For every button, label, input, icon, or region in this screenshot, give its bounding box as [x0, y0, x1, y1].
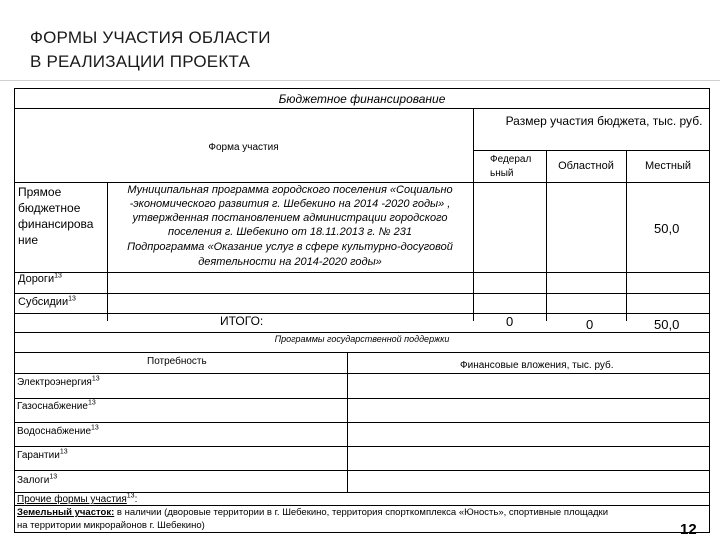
support-row4-top-line — [14, 446, 710, 447]
support-row-pledges: Залоги$^{13}$ — [17, 473, 58, 486]
other-forms-footnote: 13 — [126, 492, 135, 500]
regional-col-divider — [626, 150, 627, 321]
support-header-top-line — [14, 352, 710, 353]
land-plot-line2: на территории микрорайонов г. Шебекино) — [17, 520, 205, 531]
row-total-top-line — [14, 313, 710, 314]
support-row-pledges-footnote: 13 — [49, 473, 58, 481]
support-row5-top-line — [14, 470, 710, 471]
header-form: Форма участия — [208, 142, 279, 153]
support-row-electricity-footnote: 13 — [91, 375, 100, 383]
row-roads-label: Дороги$^{13}$ — [18, 272, 62, 285]
row-subsidies-footnote: 13 — [68, 295, 76, 303]
row-roads-top-line — [14, 272, 710, 273]
other-forms-label: Прочие формы участия$^{13}$: — [17, 492, 138, 505]
support-row-water: Водоснабжение$^{13}$ — [17, 424, 99, 437]
federal-col-divider — [546, 150, 547, 321]
support-row-gas: Газоснабжение$^{13}$ — [17, 399, 96, 412]
support-row-gas-footnote: 13 — [87, 399, 96, 407]
slide-title — [30, 26, 271, 74]
support-row3-top-line — [14, 422, 710, 423]
header-size: Размер участия бюджета, тыс. руб. — [505, 114, 703, 128]
header-bottom-line — [14, 182, 710, 183]
slide-title-line2: В РЕАЛИЗАЦИИ ПРОЕКТА — [30, 52, 250, 71]
total-regional: 0 — [586, 317, 594, 332]
program-line-6: деятельности на 2014-2020 годы» — [198, 256, 382, 268]
support-caption: Программы государственной поддержки — [274, 334, 450, 344]
caption-row-line — [14, 108, 710, 109]
col-regional: Областной — [558, 160, 614, 172]
page-number: 12 — [680, 521, 697, 538]
col-local: Местный — [644, 160, 692, 172]
support-row2-top-line — [14, 398, 710, 399]
form-frame — [14, 88, 710, 533]
size-col-divider — [473, 108, 474, 321]
support-row-water-footnote: 13 — [91, 424, 99, 432]
program-line-1: Муниципальная программа городского поселения «Социально — [127, 184, 453, 196]
support-row-guarantees-footnote: 13 — [59, 448, 68, 456]
row-direct-financing-label: Прямое бюджетное финансирова ние — [18, 185, 94, 247]
title-divider — [0, 80, 720, 81]
land-plot-line1: Земельный участок: в наличии (дворовые территории в г. Шебекино, территория спорткомплекса «Юность», спортивные площадки — [17, 507, 609, 518]
row-subsidies-top-line — [14, 293, 710, 294]
slide-title-line1: ФОРМЫ УЧАСТИЯ ОБЛАСТИ — [30, 28, 271, 47]
col-federal: Федерал ьный — [490, 154, 532, 179]
support-row-electricity: Электроэнергия$^{13}$ — [17, 375, 100, 388]
support-land-top-line — [14, 505, 710, 506]
land-plot-label: Земельный участок: — [17, 507, 115, 518]
row-subsidies-label: Субсидии$^{13}$ — [18, 295, 76, 308]
support-row-guarantees: Гарантии$^{13}$ — [17, 448, 68, 461]
header-invest: Финансовые вложения, тыс. руб. — [460, 360, 614, 371]
total-local: 50,0 — [654, 317, 680, 332]
total-federal: 0 — [506, 314, 514, 329]
program-line-2: -экономического развития г. Шебекино на 2014 -2020 годы» , — [129, 198, 451, 210]
support-row1-top-line — [14, 373, 710, 374]
row-roads-footnote: 13 — [54, 272, 62, 280]
header-need: Потребность — [147, 356, 207, 367]
program-line-4: поселения г. Шебекино от 18.11.2013 г. № 231 — [168, 226, 412, 238]
subheader-top-line — [473, 150, 710, 151]
program-line-5: Подпрограмма «Оказание услуг в сфере культурно-досуговой — [127, 241, 453, 253]
budget-caption: Бюджетное финансирование — [278, 92, 446, 106]
total-label: ИТОГО: — [220, 314, 264, 328]
program-line-3: утвержденная постановлением администрации городского — [132, 212, 448, 224]
row-direct-financing-local: 50,0 — [654, 221, 680, 236]
